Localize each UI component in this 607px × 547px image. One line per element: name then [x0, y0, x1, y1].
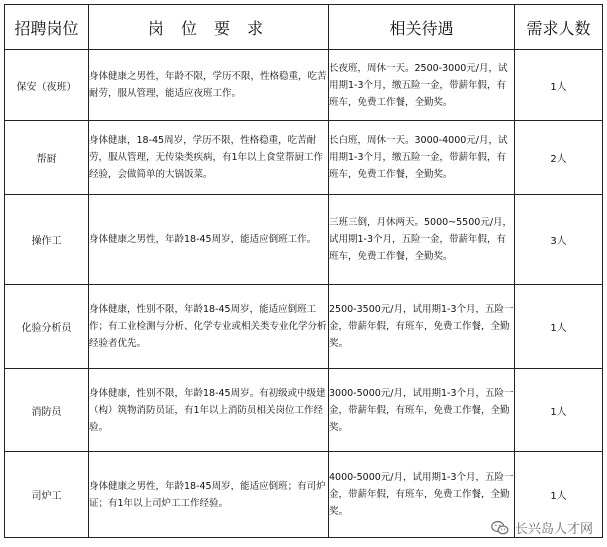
- requirements-cell: 身体健康之男性，年龄18-45周岁，能适应倒班；有司炉证；有1年以上司炉工工作经验。: [89, 452, 329, 538]
- requirements-cell: 身体健康之男性，年龄不限，学历不限，性格稳重，吃苦耐劳，服从管理，能适应夜班工作。: [89, 50, 329, 121]
- recruitment-table: [4, 4, 603, 538]
- wechat-icon: [491, 520, 509, 536]
- benefits-cell: 2500-3500元/月，试用期1-3个月，五险一金，带薪年假，有班车，免费工作餐，全勤奖。: [329, 285, 515, 369]
- header-row: [5, 5, 603, 50]
- requirements-cell: 身体健康之男性，年龄18-45周岁，能适应倒班工作。: [89, 195, 329, 285]
- headcount-cell: 1人: [515, 285, 603, 369]
- table-row: [5, 369, 603, 452]
- position-cell: 操作工: [5, 195, 89, 285]
- benefits-cell: 长白班，周休一天。3000-4000元/月，试用期1-3个月，缴五险一金，带薪年假，有班车，免费工作餐，全勤奖。: [329, 121, 515, 195]
- headcount-cell: 3人: [515, 195, 603, 285]
- position-cell: 帮厨: [5, 121, 89, 195]
- requirements-cell: 身体健康，性别不限，年龄18-45周岁，能适应倒班工作；有工业检测与分析、化学专业或相关类专业化学分析经验者优先。: [89, 285, 329, 369]
- table-body: [5, 50, 603, 538]
- benefits-cell: 三班三倒，月休两天。5000~5500元/月，试用期1-3个月，五险一金，带薪年假，有班车，免费工作餐，全勤奖。: [329, 195, 515, 285]
- headcount-cell: 1人: [515, 50, 603, 121]
- table-header: [5, 5, 603, 50]
- requirements-cell: 身体健康，性别不限，年龄18-45周岁。有初级或中级建（构）筑物消防员证，有1年以上消防员相关岗位工作经验。: [89, 369, 329, 452]
- table-row: [5, 50, 603, 121]
- table-row: [5, 195, 603, 285]
- benefits-cell: 4000-5000元/月，试用期1-3个月，五险一金，带薪年假，有班车，免费工作餐，全勤奖。: [329, 452, 515, 538]
- header-requirements: 岗 位 要 求: [89, 5, 329, 50]
- benefits-cell: 3000-5000元/月，试用期1-3个月，五险一金，带薪年假，有班车，免费工作餐，全勤奖。: [329, 369, 515, 452]
- headcount-cell: 1人: [515, 369, 603, 452]
- watermark-text: 长兴岛人才网: [514, 522, 593, 537]
- position-cell: 司炉工: [5, 452, 89, 538]
- table-row: [5, 121, 603, 195]
- headcount-cell: 2人: [515, 121, 603, 195]
- watermark: [491, 518, 593, 537]
- position-cell: 消防员: [5, 369, 89, 452]
- table-row: [5, 285, 603, 369]
- header-benefits: 相关待遇: [329, 5, 515, 50]
- header-headcount: 需求人数: [515, 5, 603, 50]
- header-position: 招聘岗位: [5, 5, 89, 50]
- benefits-cell: 长夜班，周休一天。2500-3000元/月，试用期1-3个月，缴五险一金，带薪年假，有班车，免费工作餐，全勤奖。: [329, 50, 515, 121]
- position-cell: 保安（夜班）: [5, 50, 89, 121]
- position-cell: 化验分析员: [5, 285, 89, 369]
- headcount-cell: 1人: [515, 452, 603, 538]
- requirements-cell: 身体健康，18-45周岁，学历不限，性格稳重，吃苦耐劳，服从管理，无传染类疾病，有1年以上食堂帮厨工作经验，会做简单的大锅饭菜。: [89, 121, 329, 195]
